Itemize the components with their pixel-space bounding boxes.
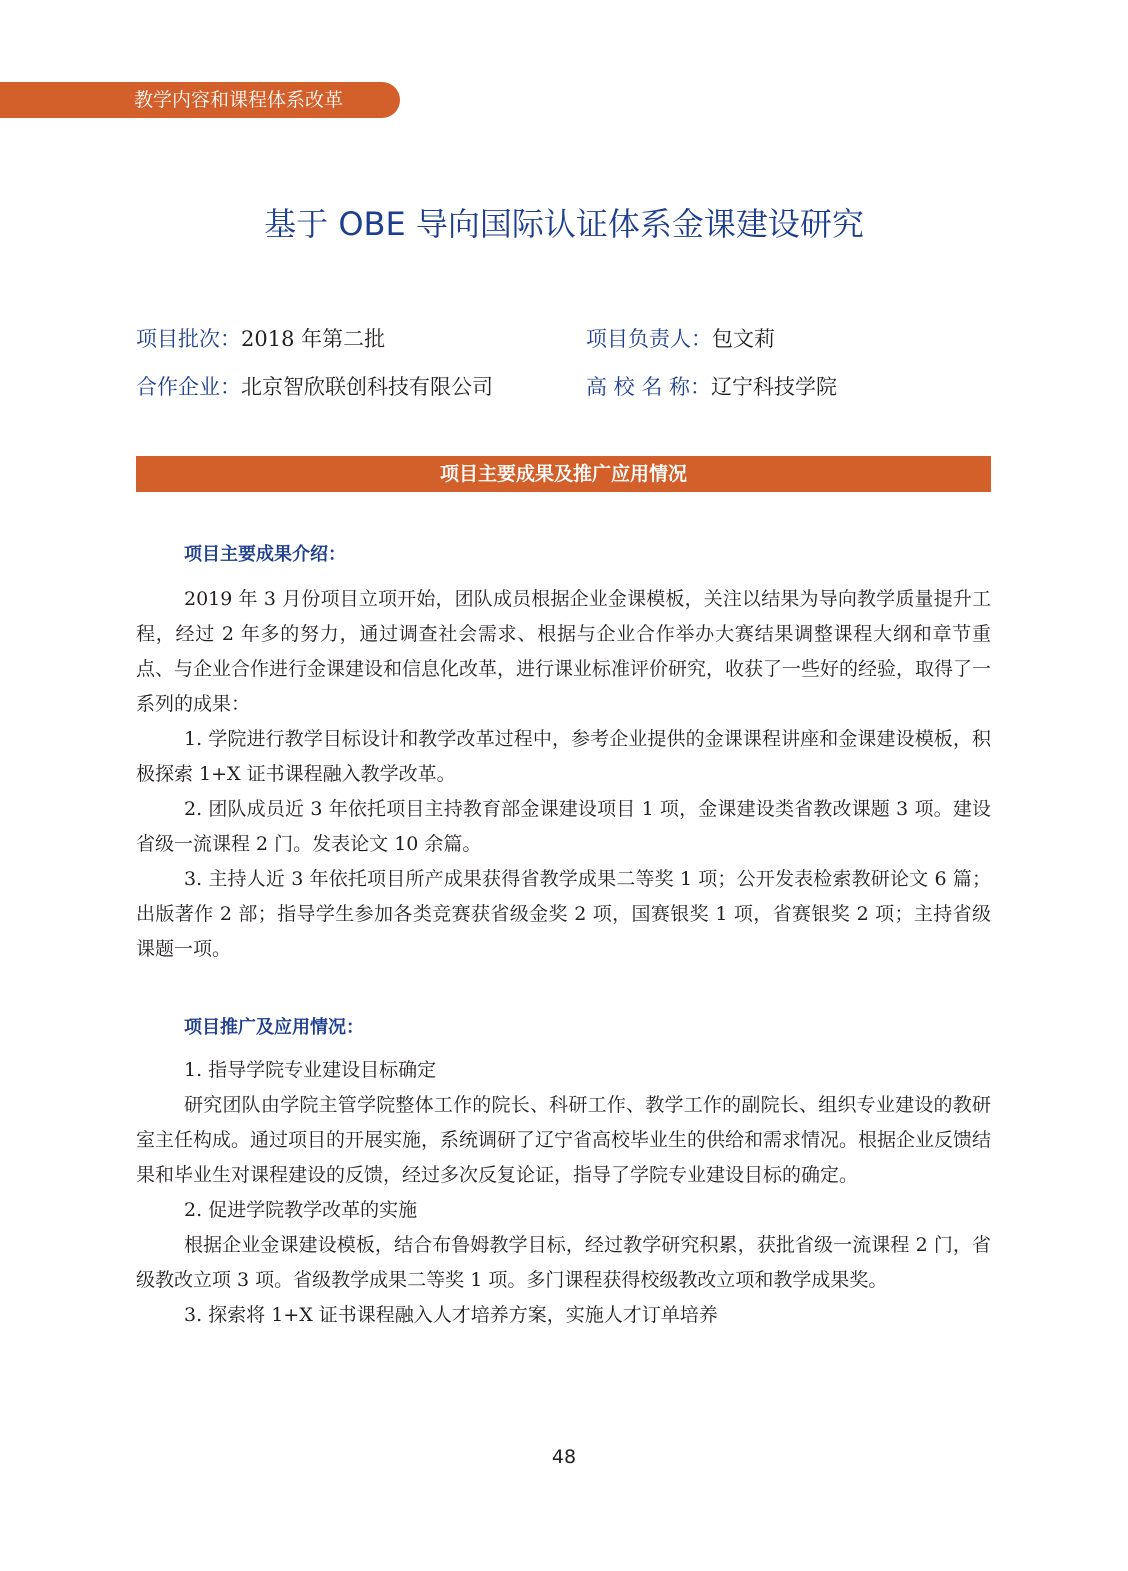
promotion-paragraph: 研究团队由学院主管学院整体工作的院长、科研工作、教学工作的副院长、组织专业建设的教研室主任构成。通过项目的开展实施，系统调研了辽宁省高校毕业生的供给和需求情况。根据企业反馈结果和毕业生对课程建设的反馈，经过多次反复论证，指导了学院专业建设目标的确定。 [136, 1094, 992, 1186]
page-number: 48 [551, 1446, 577, 1468]
meta-school-label: 高 校 名 称： [586, 375, 712, 399]
meta-lead-label: 项目负责人： [586, 327, 712, 351]
meta-school-value: 辽宁科技学院 [711, 375, 838, 399]
results-paragraph: 2. 团队成员近 3 年依托项目主持教育部金课建设项目 1 项，金课建设类省教改课题 3 项。建设省级一流课程 2 门。发表论文 10 余篇。 [136, 798, 991, 855]
meta-batch [136, 323, 385, 355]
results-paragraph: 2019 年 3 月份项目立项开始，团队成员根据企业金课模板，关注以结果为导向教学质量提升工程，经过 2 年多的努力，通过调查社会需求、根据与企业合作举办大赛结果调整课程大纲和章节重点、与企业合作进行金课建设和信息化改革，进行课业标准评价研究，收获了一些好的经验，取得了一系列的成果： [136, 588, 992, 715]
promotion-heading: 项目推广及应用情况： [184, 1017, 364, 1038]
meta-company-label: 合作企业： [136, 375, 241, 399]
meta-company [136, 371, 493, 403]
meta-company-value: 北京智欣联创科技有限公司 [241, 375, 493, 399]
promotion-paragraph: 1. 指导学院专业建设目标确定 [184, 1059, 437, 1081]
promotion-body [136, 1053, 991, 1333]
meta-lead-value: 包文莉 [712, 327, 775, 351]
results-paragraph: 3. 主持人近 3 年依托项目所产成果获得省教学成果二等奖 1 项；公开发表检索教研论文 6 篇；出版著作 2 部；指导学生参加各类竞赛获省级金奖 2 项，国赛银奖 1 项，省赛银奖 2 项；主持省级课题一项。 [136, 868, 991, 960]
section-tab [0, 82, 400, 118]
meta-batch-value: 2018 年第二批 [241, 327, 386, 351]
results-paragraph: 1. 学院进行教学目标设计和教学改革过程中，参考企业提供的金课课程讲座和金课建设模板，积极探索 1+X 证书课程融入教学改革。 [136, 728, 991, 785]
promotion-paragraph: 2. 促进学院教学改革的实施 [184, 1199, 418, 1221]
section-bar: 项目主要成果及推广应用情况 [136, 456, 991, 492]
promotion-paragraph: 3. 探索将 1+X 证书课程融入人才培养方案，实施人才订单培养 [184, 1304, 718, 1326]
meta-lead [586, 323, 775, 355]
meta-batch-label: 项目批次： [136, 327, 241, 351]
page-title: 基于 OBE 导向国际认证体系金课建设研究 [264, 205, 864, 243]
section-tab-label: 教学内容和课程体系改革 [134, 89, 344, 111]
results-heading: 项目主要成果介绍： [184, 544, 346, 565]
promotion-paragraph: 根据企业金课建设模板，结合布鲁姆教学目标，经过教学研究积累，获批省级一流课程 2 门，省级教改立项 3 项。省级教学成果二等奖 1 项。多门课程获得校级教改立项和教学成果奖。 [136, 1234, 991, 1291]
meta-school [586, 371, 837, 403]
results-body [136, 582, 991, 967]
